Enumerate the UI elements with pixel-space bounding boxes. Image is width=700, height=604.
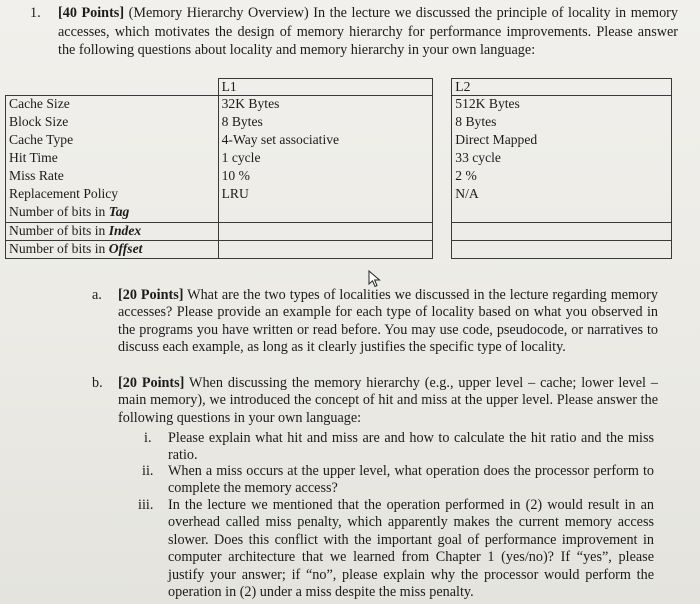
header-cell-l1: L1 xyxy=(218,79,432,96)
question-prompt-text: (Memory Hierarchy Overview) In the lecture we discussed the principle of locality in memory accesses, which motivates the design of memory hierarchy for performance improvements. Please answer the following questions about locality and memory hierarchy in your own language: xyxy=(58,5,678,58)
l1-bits-offset xyxy=(218,241,432,259)
cache-spec-table xyxy=(5,78,672,259)
l2-cache-size: 512K Bytes xyxy=(455,96,520,111)
l2-hit-time: 33 cycle xyxy=(455,150,501,165)
label-bits-offset xyxy=(6,241,219,259)
label-cache-size: Cache Size xyxy=(9,96,70,111)
table-header-row xyxy=(6,79,672,96)
item-iii-marker: iii. xyxy=(138,497,154,513)
part-b-marker: b. xyxy=(92,375,103,391)
item-ii-text: When a miss occurs at the upper level, what operation does the processor perform to complete the memory access? xyxy=(168,463,654,497)
l2-miss-rate: 2 % xyxy=(455,168,477,183)
label-bits-tag-word: Tag xyxy=(108,204,130,219)
l1-block-size: 8 Bytes xyxy=(221,114,263,129)
question-prompt xyxy=(58,4,678,60)
l1-hit-time: 1 cycle xyxy=(221,150,261,165)
label-replacement-policy: Replacement Policy xyxy=(9,186,119,201)
label-bits-offset-prefix: Number of bits in xyxy=(9,241,109,256)
item-i-marker: i. xyxy=(144,430,152,446)
l1-values-cell xyxy=(218,96,432,223)
part-b-text: When discussing the memory hierarchy (e.g., upper level – cache; lower level – main memory), we introduced the concept of hit and miss at the upper level. Please answer the following questions in your own language: xyxy=(118,375,658,426)
l1-cache-type: 4-Way set associative xyxy=(221,132,340,147)
label-bits-offset-word: Offset xyxy=(108,241,143,256)
question-number: 1. xyxy=(30,5,41,21)
part-a-text: What are the two types of localities we discussed in the lecture regarding memory accesses? Please provide an example for each type of locality based on what you observed in the programs you have written or read before. You may use code, pseudocode, or narratives to discuss each example, as long as it clearly justifies the specific type of locality. xyxy=(118,287,658,356)
header-cell-l2: L2 xyxy=(452,79,672,96)
table-body-row xyxy=(6,96,672,223)
part-a-points: [20 Points] xyxy=(118,287,184,303)
l1-replacement-policy: LRU xyxy=(221,186,249,201)
label-bits-index xyxy=(6,223,219,241)
label-miss-rate: Miss Rate xyxy=(9,168,64,183)
part-b-item-iii xyxy=(138,497,654,601)
label-cache-type: Cache Type xyxy=(9,132,74,147)
l1-miss-rate: 10 % xyxy=(221,168,250,183)
mouse-pointer-icon xyxy=(368,270,382,288)
question-points: [40 Points] xyxy=(58,5,125,21)
row-labels-cell xyxy=(6,96,219,223)
item-iii-text: In the lecture we mentioned that the operation performed in (2) would result in an overhead called miss penalty, which apparently makes the current memory access slower. Does this conflict with the important goal of performance improvement in computer architecture that we learned from Chapter 1 (yes/no)? If “yes”, please justify your answer; if “no”, please explain why the processor would perform the operation in (2) under a miss despite the miss penalty. xyxy=(168,497,654,601)
part-b xyxy=(92,375,658,427)
label-bits-tag xyxy=(9,204,215,222)
l2-cache-type: Direct Mapped xyxy=(455,132,538,147)
l2-bits-index xyxy=(452,223,672,241)
label-bits-tag-prefix: Number of bits in xyxy=(9,204,109,219)
gap-cell xyxy=(432,223,452,241)
part-b-item-i xyxy=(144,430,654,465)
part-a-marker: a. xyxy=(92,287,102,303)
part-b-points: [20 Points] xyxy=(118,375,185,391)
l2-block-size: 8 Bytes xyxy=(455,114,497,129)
l1-cache-size: 32K Bytes xyxy=(221,96,280,111)
l2-bits-offset xyxy=(452,241,672,259)
question-1 xyxy=(30,4,678,60)
header-cell-gap xyxy=(432,79,452,96)
gap-cell xyxy=(432,241,452,259)
label-bits-index-word: Index xyxy=(108,223,142,238)
gap-cell xyxy=(432,96,452,223)
label-bits-index-prefix: Number of bits in xyxy=(9,223,109,238)
label-hit-time: Hit Time xyxy=(9,150,58,165)
part-a xyxy=(92,287,658,357)
row-bits-offset xyxy=(6,241,672,259)
part-b-item-ii xyxy=(142,463,654,498)
l2-replacement-policy: N/A xyxy=(455,186,479,201)
row-bits-index xyxy=(6,223,672,241)
header-cell-empty xyxy=(6,79,219,96)
item-ii-marker: ii. xyxy=(142,463,154,479)
l1-bits-index xyxy=(218,223,432,241)
item-i-text: Please explain what hit and miss are and how to calculate the hit ratio and the miss ratio. xyxy=(168,430,654,464)
label-block-size: Block Size xyxy=(9,114,69,129)
l2-values-cell xyxy=(452,96,672,223)
